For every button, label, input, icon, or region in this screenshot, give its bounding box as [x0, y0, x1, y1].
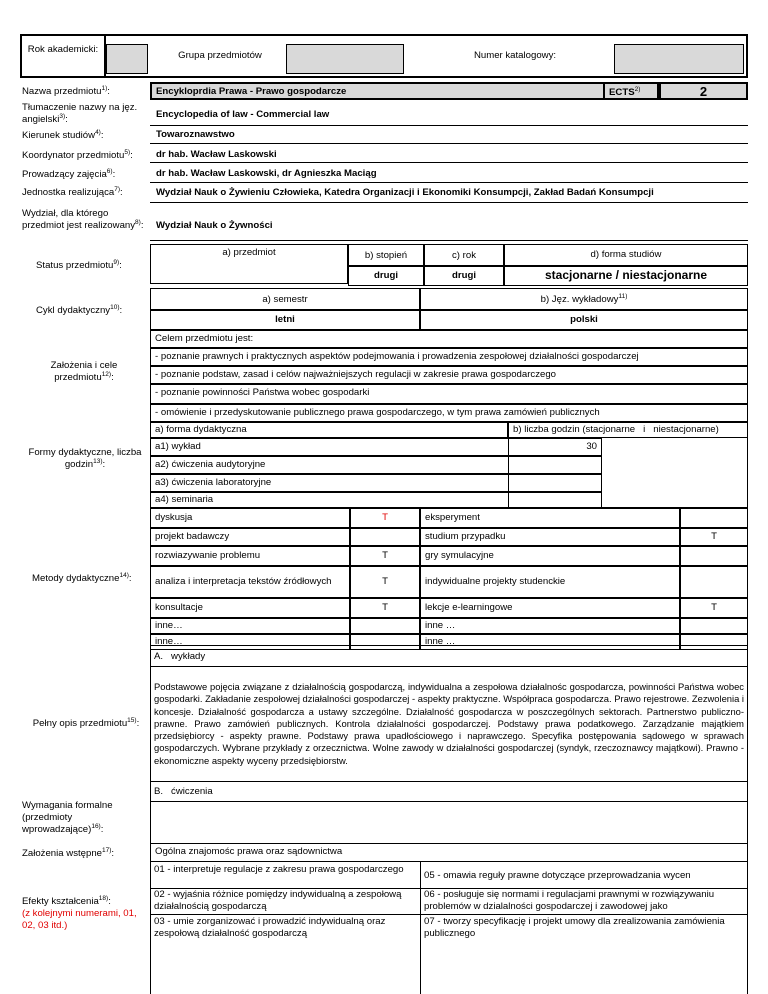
wstepne-label: Założenia wstępne$^{17)}$: [22, 846, 115, 859]
metody-row-2-right-mark: T [680, 528, 748, 546]
metody-row-6-left: inne… [150, 618, 350, 634]
metody-label: Metody dydaktyczne$^{14)}$: [32, 571, 132, 584]
formy-row-2-hours[interactable] [508, 456, 602, 474]
metody-row-1-right: eksperyment [420, 508, 680, 528]
metody-row-2-right: studium przypadku [420, 528, 680, 546]
metody-row-6-right-mark [680, 618, 748, 634]
metody-row-1-right-mark [680, 508, 748, 528]
formy-row-1-name: a1) wykład [150, 438, 602, 456]
grupa-przedmiotow-text: Grupa przedmiotów [178, 50, 262, 61]
status-rok-value: drugi [424, 266, 504, 286]
formy-row-4-name: a4) seminaria [150, 492, 602, 508]
metody-row-7-right: inne … [420, 634, 680, 650]
formy-row-3-hours[interactable] [508, 474, 602, 492]
nazwa-przedmiotu-value: Encykloprdia Prawa - Prawo gospodarcze [156, 86, 347, 97]
rok-akademicki-label-cell [20, 34, 106, 78]
efekty-right-1: 05 - omawia reguły prawne dotyczące przeprowadzania wycen [424, 870, 691, 881]
efekty-left-2: 02 - wyjaśnia różnice pomiędzy indywidualną a zespołową działalnością gospodarczą [154, 889, 402, 912]
efekty-label: Efekty kształcenia$^{18)}$: (z kolejnymi numerami, 01, 02, 03 itd.) [22, 894, 137, 931]
ects-label: ECTS [609, 87, 635, 98]
efekty-left-1: 01 - interpretuje regulacje z zakresu prawa gospodarczego [154, 864, 404, 875]
metody-row-3-left: rozwiazywanie problemu [150, 546, 350, 566]
zalozenia-item-1: - poznanie prawnych i praktycznych aspektów podejmowania i prowadzenia zespołowej działalności gospodarczej [150, 348, 748, 366]
wstepne-value: Ogólna znajomośc prawa oraz sądownictwa [155, 846, 343, 857]
status-rok-header: c) rok [424, 244, 504, 266]
wydzial-value: Wydział Nauk o Żywności [156, 220, 273, 231]
metody-row-2-left-mark [350, 528, 420, 546]
metody-row-5-left-mark: T [350, 598, 420, 618]
kierunek-value: Towaroznawstwo [156, 129, 235, 140]
wymagania-label: Wymagania formalne (przedmioty wprowadzające)$^{16)}$: [22, 800, 113, 835]
numer-katalogowy-text: Numer katalogowy: [473, 50, 557, 61]
ects-value: 2 [659, 82, 748, 100]
formy-label: Formy dydaktyczne, liczba godzin$^{13)}$: [28, 447, 142, 470]
formy-row-3-name: a3) ćwiczenia laboratoryjne [150, 474, 602, 492]
metody-row-1-left: dyskusja [150, 508, 350, 528]
metody-row-3-right-mark [680, 546, 748, 566]
formy-right-blank [602, 438, 748, 508]
zalozenia-intro: Celem przedmiotu jest: [150, 330, 748, 348]
prowadzacy-label: Prowadzący zajęcia$^{6)}$: [22, 167, 116, 180]
cykl-jezyk-header: b) Jęz. wykładowy$^{11)}$ [420, 288, 748, 310]
status-forma-value: stacjonarne / niestacjonarne [504, 266, 748, 286]
opis-a-heading: A. wykłady [154, 651, 206, 662]
wydzial-label: Wydział, dla którego przedmiot jest realizowany$^{8)}$: [22, 208, 144, 231]
metody-row-6-left-mark [350, 618, 420, 634]
efekty-left-3: 03 - umie zorganizować i prowadzić indywidualną oraz zespołową działalność gospodarczą [154, 916, 386, 939]
cykl-semestr-value: letni [150, 310, 420, 330]
opis-b-heading: B. ćwiczenia [154, 786, 213, 797]
wstepne-value-cell [150, 844, 748, 862]
efekty-note: (z kolejnymi numerami, 01, 02, 03 itd.) [22, 908, 137, 931]
cykl-semestr-header: a) semestr [150, 288, 420, 310]
formy-row-1-hours[interactable]: 30 [508, 438, 602, 456]
zalozenia-label: Założenia i cele przedmiotu$^{12)}$: [50, 360, 118, 383]
zalozenia-item-4: - omówienie i przedyskutowanie publicznego prawa gospodarczego, w tym prawa zamówień publicznych [150, 404, 748, 422]
kierunek-label: Kierunek studiów$^{4)}$: [22, 128, 104, 141]
rok-akademicki-label: Rok akademicki: [27, 44, 99, 55]
koordynator-label: Koordynator przedmiotu$^{5)}$: [22, 148, 133, 161]
metody-row-3-left-mark: T [350, 546, 420, 566]
status-label: Status przedmiotu$^{9)}$: [36, 258, 122, 271]
efekty-right-3: 07 - tworzy specyfikację i projekt umowy dla zrealizowania zamówienia publicznego [424, 916, 725, 939]
formy-row-4-hours[interactable] [508, 492, 602, 508]
formy-godziny-header: b) liczba godzin (stacjonarne i niestacjonarne) [508, 422, 748, 438]
grupa-przedmiotow-value[interactable] [286, 44, 404, 74]
metody-row-4-right-mark [680, 566, 748, 598]
jednostka-value: Wydział Nauk o Żywieniu Człowieka, Katedra Organizacji i Ekonomiki Konsumpcji, Zakład Badań Konsumpcji [156, 187, 654, 198]
tlumaczenie-value: Encyclopedia of law - Commercial law [156, 109, 330, 120]
zalozenia-item-3: - poznanie powinności Państwa wobec gospodarki [150, 384, 748, 404]
formy-row-2-name: a2) ćwiczenia audytoryjne [150, 456, 602, 474]
efekty-right-2: 06 - posługuje się normami i regulacjami prawnymi w rozwiązywaniu problemów w dzialalności gospodarczej i zawodowej jako [424, 889, 715, 912]
tlumaczenie-label: Tłumaczenie nazwy na jęz. angielski$^{3)}$: [22, 102, 138, 125]
ects-cell: ECTS$^{2)}$ [603, 82, 659, 100]
numer-katalogowy-value[interactable] [614, 44, 744, 74]
zalozenia-item-2: - poznanie podstaw, zasad i celów najważniejszych regulacji w zakresie prawa gospodarczego [150, 366, 748, 384]
metody-row-3-right: gry symulacyjne [420, 546, 680, 566]
status-forma-header: d) forma studiów [504, 244, 748, 266]
metody-row-5-right: lekcje e-learningowe [420, 598, 680, 618]
metody-row-7-left: inne… [150, 634, 350, 650]
metody-row-6-right: inne … [420, 618, 680, 634]
cykl-label: Cykl dydaktyczny$^{10)}$: [36, 303, 123, 316]
status-przedmiot-header: a) przedmiot [150, 244, 348, 284]
opis-a-text: Podstawowe pojęcia związane z działalnością gospodarczą, indywidualna a zespołowa działalnośc gospodarcza, powinności Państwa wobec gospodarki. Zakładanie zespołowej działalności gospodarczej - aspekty praktyczne. Współpraca gospodarcza. Prawo rejestrowe. Zezwolenia i koncesje. Działalność gospodarcza a ustawy szczególne. Działalność gospodarcza w poszczególnych sektorach. Partnerstwo publiczno-prawne. Prawo zamówień publicznych. Kontrola działalności gospodarczej. Podstawy prawa podatkowego. Zarządzanie majątkiem przedsiębiorcy - aspekty prawne. Podstawy prawa upadłościowego i naprawczego. Specyfika postępowania sądowego w sprawach gospodarczych. Wybrane przykłady z orzecznictwa. Wolne zawody w działalności gospodarczej (syndyk, rzeczoznawcy majątkowi). Prawno - ekonomiczne aspekty wyceny przedsiębiorstw. [154, 681, 744, 766]
metody-row-4-left-mark: T [350, 566, 420, 598]
koordynator-value: dr hab. Wacław Laskowski [156, 149, 277, 160]
metody-row-4-left: analiza i interpretacja tekstów źródłowych [150, 566, 350, 598]
prowadzacy-value: dr hab. Wacław Laskowski, dr Agnieszka Maciąg [156, 168, 377, 179]
rok-akademicki-value[interactable] [106, 44, 148, 74]
metody-row-1-left-mark: T [350, 508, 420, 528]
opis-label: Pełny opis przedmiotu$^{15)}$: [32, 716, 140, 729]
grupa-przedmiotow-label [160, 50, 280, 61]
nazwa-przedmiotu-label: Nazwa przedmiotu$^{1)}$: [22, 84, 110, 97]
status-stopien-header: b) stopień [348, 244, 424, 266]
metody-row-5-right-mark: T [680, 598, 748, 618]
jednostka-label: Jednostka realizująca$^{7)}$: [22, 185, 123, 198]
wymagania-value [150, 802, 748, 844]
status-stopien-value: drugi [348, 266, 424, 286]
formy-forma-header: a) forma dydaktyczna [150, 422, 508, 438]
metody-row-5-left: konsultacje [150, 598, 350, 618]
numer-katalogowy-label [420, 50, 610, 61]
cykl-jezyk-value: polski [420, 310, 748, 330]
metody-row-4-right: indywidualne projekty studenckie [420, 566, 680, 598]
metody-row-2-left: projekt badawczy [150, 528, 350, 546]
